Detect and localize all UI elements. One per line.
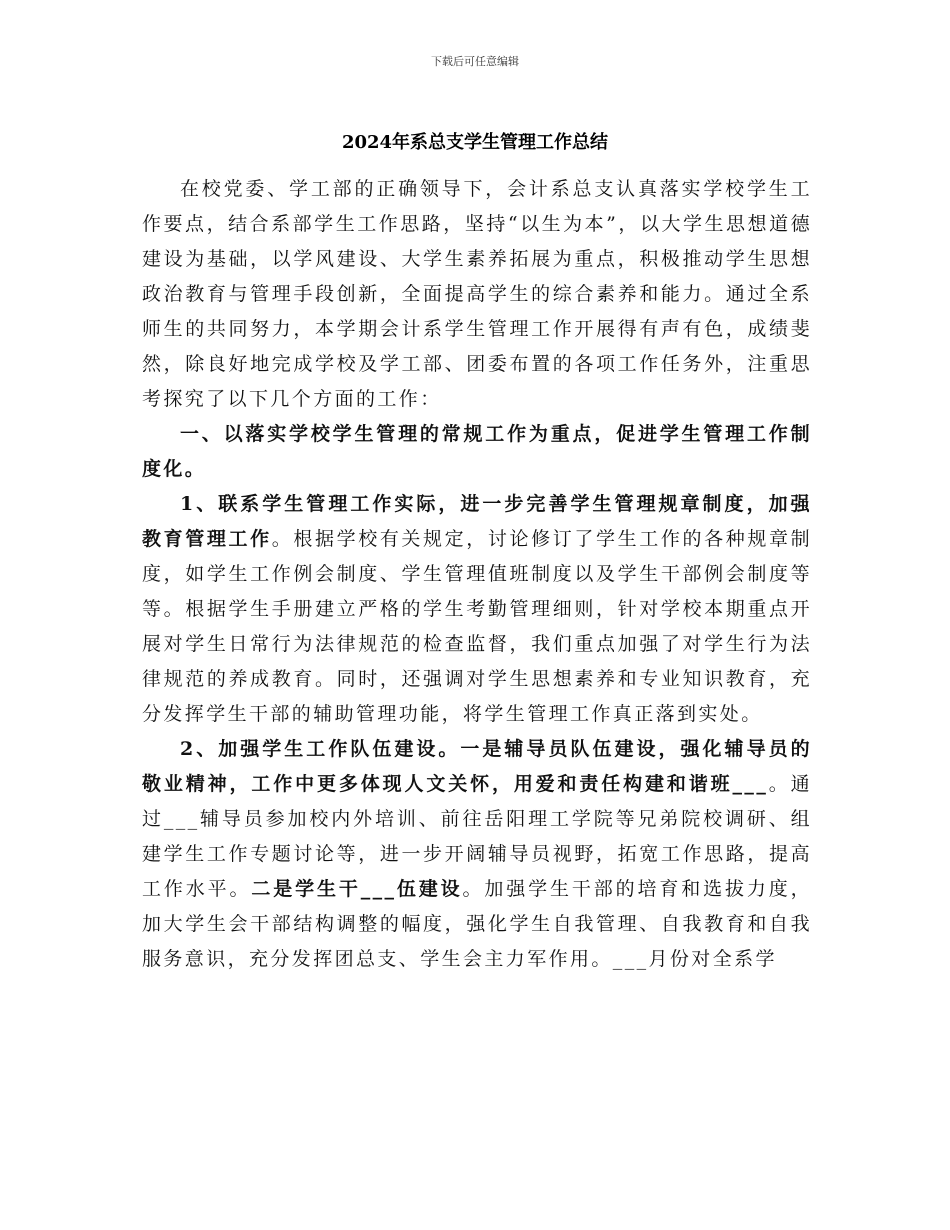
- document-title: 2024年系总支学生管理工作总结: [341, 132, 609, 153]
- item-1-heading: 1、联系学生管理工作实际，进一步完善学生管理规章制度，加强教育管理工作: [142, 493, 812, 550]
- paragraph-item-2: [142, 732, 812, 977]
- item-2-heading: 2、加强学生工作队伍建设。一是辅导员队伍建设，强化辅导员的敬业精神，工作中更多体现人文关怀，用爱和责任构建和谐班___: [142, 738, 812, 795]
- item-2-text: 。通过___辅导员参加校内外培训、前往岳阳理工学院等兄弟院校调研、组建学生工作专题讨论等，进一步开阔辅导员视野，拓宽工作思路，提高工作水平。: [142, 773, 812, 900]
- paragraph-item-1: [142, 487, 812, 732]
- item-2-subheading: 二是学生干___伍建设: [251, 878, 463, 900]
- section-heading-1: 一、以落实学校学生管理的常规工作为重点，促进学生管理工作制度化。: [142, 423, 812, 480]
- header-note: 下载后可任意编辑: [431, 55, 519, 68]
- item-2-text-end: 。加强学生干部的培育和选拔力度，加大学生会干部结构调整的幅度，强化学生自我管理、自我教育和自我服务意识，充分发挥团总支、学生会主力军作用。___月份对全系学: [142, 878, 812, 970]
- document-body: [142, 172, 812, 977]
- paragraph-intro: 在校党委、学工部的正确领导下，会计系总支认真落实学校学生工作要点，结合系部学生工作思路，坚持“以生为本”，以大学生思想道德建设为基础，以学风建设、大学生素养拓展为重点，积极推动学生思想政治教育与管理手段创新，全面提高学生的综合素养和能力。通过全系师生的共同努力，本学期会计系学生管理工作开展得有声有色，成绩斐然，除良好地完成学校及学工部、团委布置的各项工作任务外，注重思考探究了以下几个方面的工作：: [142, 178, 812, 410]
- item-1-text: 。根据学校有关规定，讨论修订了学生工作的各种规章制度，如学生工作例会制度、学生管理值班制度以及学生干部例会制度等等。根据学生手册建立严格的学生考勤管理细则，针对学校本期重点开展对学生日常行为法律规范的检查监督，我们重点加强了对学生行为法律规范的养成教育。同时，还强调对学生思想素养和专业知识教育，充分发挥学生干部的辅助管理功能，将学生管理工作真正落到实处。: [142, 528, 812, 725]
